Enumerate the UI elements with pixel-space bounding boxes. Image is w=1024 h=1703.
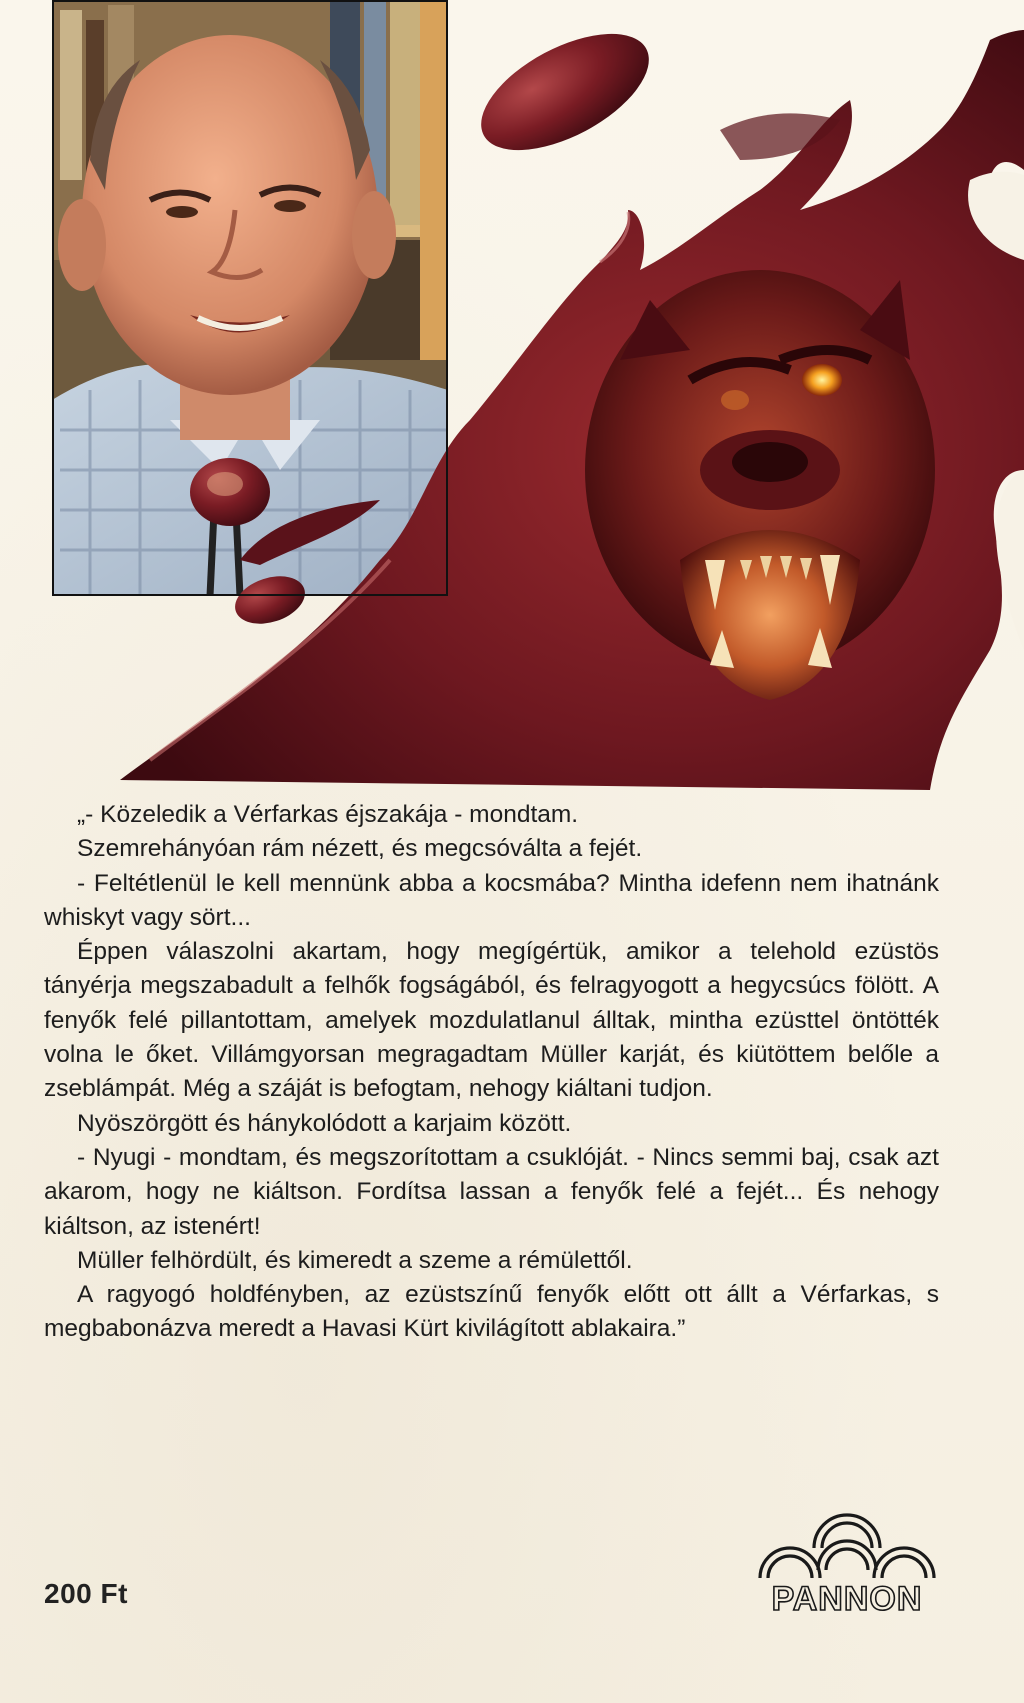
- arches-icon: [760, 1515, 934, 1578]
- blurb-paragraph-5: Nyöszörgött és hánykolódott a karjaim között.: [77, 1109, 572, 1137]
- blurb-paragraph-2: Szemrehányóan rám nézett, és megcsóválta a fejét.: [77, 835, 643, 863]
- cover-illustration: [0, 0, 1024, 790]
- author-photo: [52, 0, 448, 596]
- publisher-logo-text: PANNON: [771, 1580, 923, 1618]
- blurb-paragraph-1: „- Közeledik a Vérfarkas éjszakája - mondtam.: [77, 801, 579, 828]
- price-label: 200 Ft: [44, 1578, 128, 1609]
- blurb-paragraph-4: Éppen válaszolni akartam, hogy megígértük, amikor a telehold ezüstös tányérja megszabadult a felhők fogságából, és felragyogott a hegycsúcs fölött. A fenyők felé pillantottam, amelyek mozdulatlanul álltak, mintha ezüsttel öntötték volna le őket. Villámgyorsan megragadtam Müller karját, és kiütöttem belőle a zseblámpát. Még a száját is befogtam, nehogy kiáltani tudjon.: [44, 938, 939, 1103]
- blurb-paragraph-7: Müller felhördült, és kimeredt a szeme a rémülettől.: [77, 1246, 633, 1274]
- blurb-text: [44, 798, 939, 1347]
- blurb-paragraph-3: - Feltétlenül le kell mennünk abba a kocsmába? Mintha idefenn nem ihatnánk whiskyt vagy sört...: [44, 869, 939, 931]
- blurb-paragraph-6: - Nyugi - mondtam, és megszorítottam a csuklóját. - Nincs semmi baj, csak azt akarom, hogy ne kiáltson. Fordítsa lassan a fenyők felé a fejét... És nehogy kiáltson, az istenért!: [44, 1143, 939, 1240]
- blurb-paragraph-8: A ragyogó holdfényben, az ezüstszínű fenyők előtt ott állt a Vérfarkas, s megbabonázva meredt a Havasi Kürt kivilágított ablakaira.”: [44, 1281, 939, 1343]
- publisher-logo: [752, 1498, 942, 1618]
